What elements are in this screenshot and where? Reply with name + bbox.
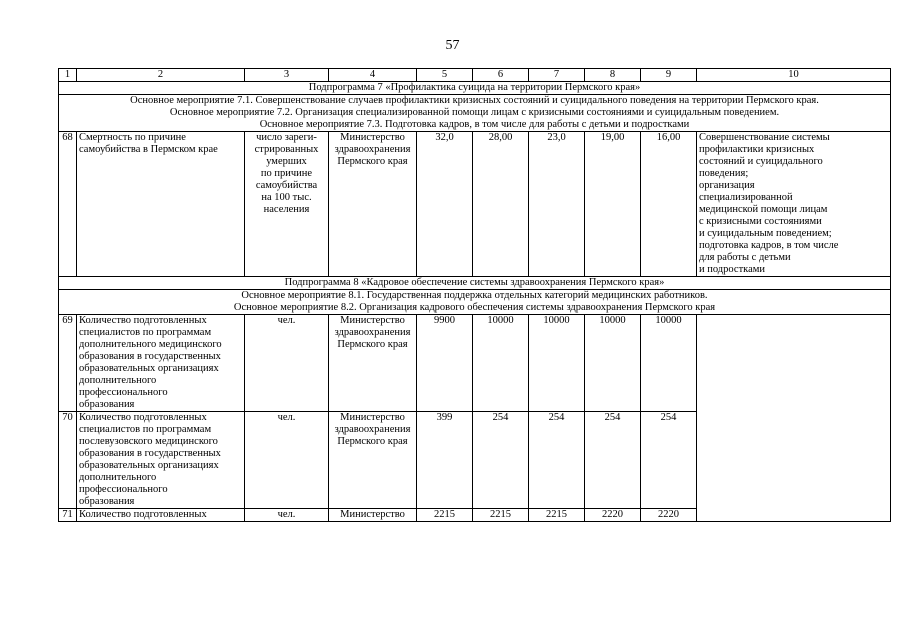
org-line: Министерство xyxy=(340,412,405,423)
org-cell: Министерство xyxy=(329,509,417,522)
name-line: образования в государственных xyxy=(79,351,221,362)
column-header: 10 xyxy=(697,69,891,82)
measure-line: Основное мероприятие 7.1. Совершенствование случаев профилактики кризисных состояний и суицидального поведения на территории Пермского края. xyxy=(130,95,819,106)
org-cell xyxy=(329,412,417,509)
result-line: с кризисными состояниями xyxy=(699,216,822,227)
subprogram-8-measures-row xyxy=(59,290,891,315)
value-cell: 32,0 xyxy=(417,132,473,277)
name-line: образовательных организациях xyxy=(79,363,219,374)
name-line: образования в государственных xyxy=(79,448,221,459)
result-line: поведения; xyxy=(699,168,749,179)
name-line: образования xyxy=(79,399,135,410)
name-line: послевузовского медицинского xyxy=(79,436,218,447)
value-cell: 254 xyxy=(473,412,529,509)
unit-cell: чел. xyxy=(245,315,329,412)
column-header: 4 xyxy=(329,69,417,82)
measure-line: Основное мероприятие 8.2. Организация кадрового обеспечения системы здравоохранения Пермского края xyxy=(233,302,716,313)
unit-cell: чел. xyxy=(245,509,329,522)
unit-line: самоубийства xyxy=(255,180,318,191)
value-cell: 16,00 xyxy=(641,132,697,277)
name-line: дополнительного xyxy=(79,375,157,386)
column-header: 3 xyxy=(245,69,329,82)
value-cell: 2215 xyxy=(417,509,473,522)
value-cell: 19,00 xyxy=(585,132,641,277)
name-line: профессионального xyxy=(79,484,168,495)
column-header: 1 xyxy=(59,69,77,82)
column-header: 8 xyxy=(585,69,641,82)
column-number-row xyxy=(59,69,891,82)
name-line: образования xyxy=(79,496,135,507)
unit-line: стрированных xyxy=(254,144,319,155)
unit-line: умерших xyxy=(266,156,307,167)
name-line: образовательных организациях xyxy=(79,460,219,471)
result-line: и подростками xyxy=(699,264,766,275)
value-cell: 10000 xyxy=(529,315,585,412)
result-line: профилактики кризисных xyxy=(699,144,815,155)
name-line: Количество подготовленных xyxy=(79,412,207,423)
org-line: Пермского края xyxy=(337,339,408,350)
value-cell: 254 xyxy=(529,412,585,509)
measure-line: Основное мероприятие 7.3. Подготовка кадров, в том числе для работы с детьми и подростками xyxy=(259,119,690,130)
measures-cell xyxy=(59,95,891,132)
result-line: подготовка кадров, в том числе xyxy=(699,240,839,251)
result-line: для работы с детьми xyxy=(699,252,791,263)
org-line: Пермского края xyxy=(337,156,408,167)
indicator-name xyxy=(77,315,245,412)
result-line: организация xyxy=(699,180,755,191)
unit-line: на 100 тыс. xyxy=(261,192,312,203)
org-line: здравоохранения xyxy=(334,327,411,338)
value-cell: 2220 xyxy=(585,509,641,522)
row-number: 68 xyxy=(59,132,77,277)
result-cell xyxy=(697,132,891,277)
table-row-69 xyxy=(59,315,891,412)
column-header: 7 xyxy=(529,69,585,82)
org-line: Министерство xyxy=(340,132,405,143)
indicator-name: Количество подготовленных xyxy=(77,509,245,522)
unit-line: по причине xyxy=(260,168,313,179)
value-cell: 254 xyxy=(641,412,697,509)
value-cell: 28,00 xyxy=(473,132,529,277)
row-number: 70 xyxy=(59,412,77,509)
result-line: Совершенствование системы xyxy=(699,132,830,143)
unit-line: число зареги- xyxy=(256,132,317,143)
result-line: медицинской помощи лицам xyxy=(699,204,828,215)
unit-cell: чел. xyxy=(245,412,329,509)
indicator-name: Смертность по причине самоубийства в Пермском крае xyxy=(77,132,245,277)
row-number: 69 xyxy=(59,315,77,412)
value-cell: 2215 xyxy=(529,509,585,522)
value-cell: 254 xyxy=(585,412,641,509)
subprogram-8-row xyxy=(59,277,891,290)
column-header: 9 xyxy=(641,69,697,82)
result-line: специализированной xyxy=(699,192,793,203)
result-line: состояний и суицидального xyxy=(699,156,823,167)
value-cell: 2215 xyxy=(473,509,529,522)
subprogram-7-measures-row xyxy=(59,95,891,132)
measure-line: Основное мероприятие 7.2. Организация специализированной помощи лицам с кризисными состояниями и суицидальным поведением. xyxy=(169,107,780,118)
measures-cell xyxy=(59,290,891,315)
row-number: 71 xyxy=(59,509,77,522)
org-cell xyxy=(329,132,417,277)
result-line: и суицидальным поведением; xyxy=(699,228,832,239)
name-line: дополнительного xyxy=(79,472,157,483)
column-header: 6 xyxy=(473,69,529,82)
indicators-table xyxy=(58,68,891,522)
unit-cell xyxy=(245,132,329,277)
name-line: специалистов по программам xyxy=(79,327,212,338)
column-header: 2 xyxy=(77,69,245,82)
name-line: специалистов по программам xyxy=(79,424,212,435)
value-cell: 399 xyxy=(417,412,473,509)
value-cell: 10000 xyxy=(641,315,697,412)
value-cell: 10000 xyxy=(473,315,529,412)
result-cell-empty xyxy=(697,315,891,522)
name-line: Количество подготовленных xyxy=(79,315,207,326)
value-cell: 2220 xyxy=(641,509,697,522)
measure-line: Основное мероприятие 8.1. Государственная поддержка отдельных категорий медицинских работников. xyxy=(241,290,708,301)
page-number: 57 xyxy=(445,38,460,53)
subprogram-title: Подпрограмма 7 «Профилактика суицида на территории Пермского края» xyxy=(59,82,891,95)
subprogram-title: Подпрограмма 8 «Кадровое обеспечение системы здравоохранения Пермского края» xyxy=(59,277,891,290)
indicator-name xyxy=(77,412,245,509)
name-line: профессионального xyxy=(79,387,168,398)
name-line: дополнительного медицинского xyxy=(79,339,222,350)
table-row-68 xyxy=(59,132,891,277)
subprogram-7-row xyxy=(59,82,891,95)
org-line: здравоохранения xyxy=(334,144,411,155)
column-header: 5 xyxy=(417,69,473,82)
value-cell: 9900 xyxy=(417,315,473,412)
org-line: Пермского края xyxy=(337,436,408,447)
org-cell xyxy=(329,315,417,412)
value-cell: 10000 xyxy=(585,315,641,412)
value-cell: 23,0 xyxy=(529,132,585,277)
org-line: здравоохранения xyxy=(334,424,411,435)
org-line: Министерство xyxy=(340,315,405,326)
unit-line: населения xyxy=(263,204,310,215)
